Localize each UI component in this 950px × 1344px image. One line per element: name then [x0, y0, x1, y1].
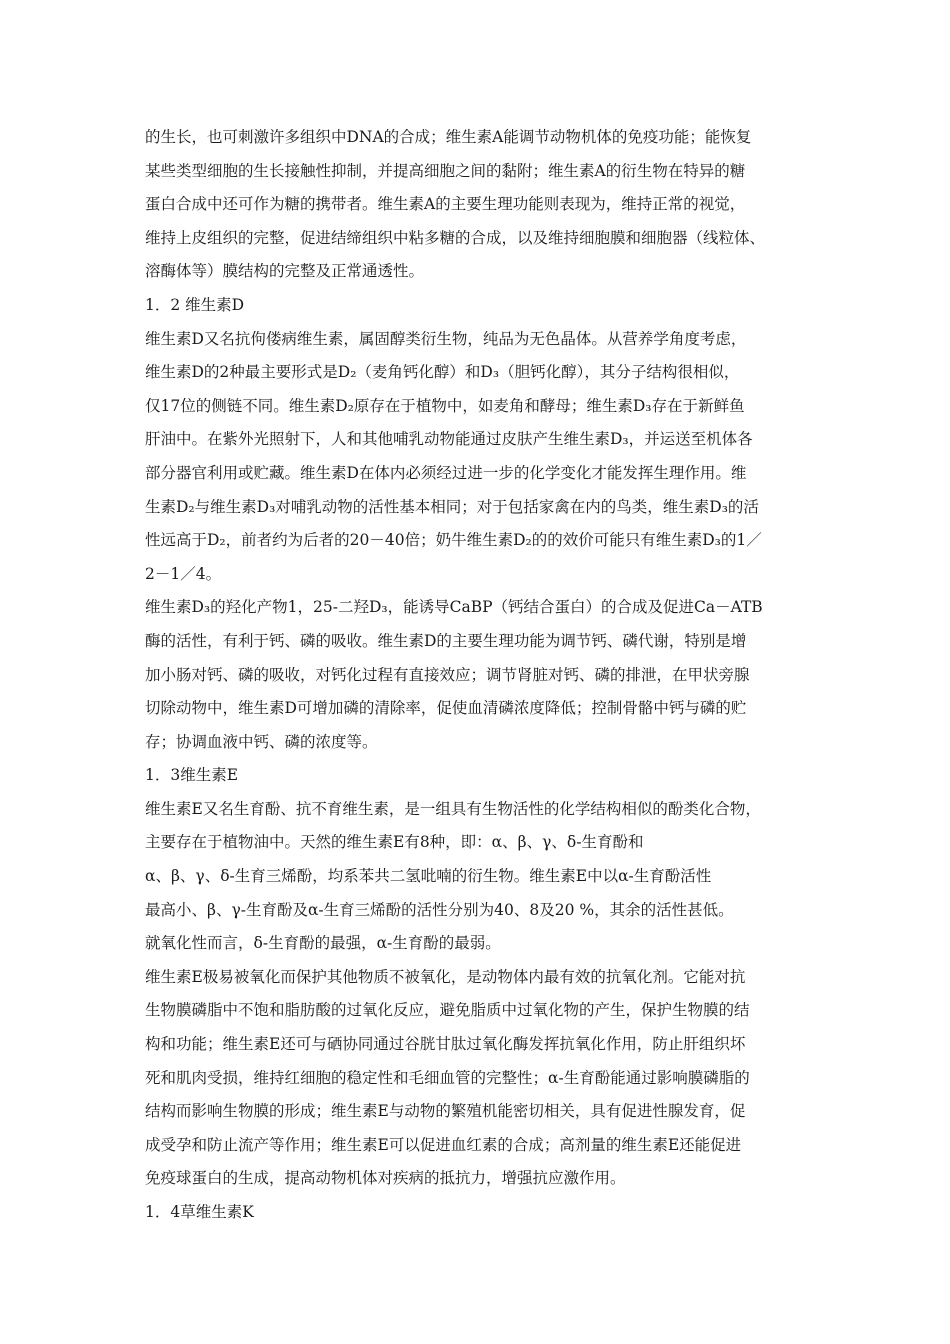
text-line: 的生长，也可刺激许多组织中DNA的合成；维生素A能调节动物机体的免疫功能；能恢复 — [145, 128, 752, 146]
text-line: 维生素D又名抗佝偻病维生素，属固醇类衍生物，纯品为无色晶体。从营养学角度考虑， — [145, 329, 747, 348]
text-line: 蛋白合成中还可作为糖的携带者。维生素A的主要生理功能则表现为，维持正常的视觉， — [145, 195, 746, 214]
text-line: 切除动物中，维生素D可增加磷的清除率，促使血清磷浓度降低；控制骨骼中钙与磷的贮 — [145, 699, 747, 718]
section-heading-vitamin-e: 1．3维生素E — [145, 766, 239, 785]
text-line: 维持上皮组织的完整，促进结缔组织中粘多糖的合成，以及维持细胞膜和细胞器（线粒体、 — [145, 228, 766, 247]
text-line: 加小肠对钙、磷的吸收，对钙化过程有直接效应；调节肾脏对钙、磷的排泄，在甲状旁腺 — [145, 665, 750, 684]
section-heading-vitamin-k: 1．4草维生素K — [145, 1203, 254, 1221]
text-line: 2－1／4。 — [145, 564, 222, 583]
text-line: 酶的活性，有利于钙、磷的吸收。维生素D的主要生理功能为调节钙、磷代谢，特别是增 — [145, 631, 747, 650]
text-line: 肝油中。在紫外光照射下，人和其他哺乳动物能通过皮肤产生维生素D₃，并运送至机体各 — [145, 430, 753, 449]
text-line: 死和肌肉受损，维持红细胞的稳定性和毛细血管的完整性；α-生育酚能通过影响膜磷脂的 — [145, 1068, 750, 1087]
text-line: 就氧化性而言，δ-生育酚的最强，α-生育酚的最弱。 — [145, 934, 501, 953]
document-body — [145, 121, 815, 1230]
text-line: 溶酶体等）膜结构的完整及正常通透性。 — [145, 262, 425, 281]
text-line: 存；协调血液中钙、磷的浓度等。 — [145, 732, 378, 751]
text-line: 维生素D的2种最主要形式是D₂（麦角钙化醇）和D₃（胆钙化醇），其分子结构很相似， — [145, 363, 740, 382]
text-line: 维生素E又名生育酚、抗不育维生素，是一组具有生物活性的化学结构相似的酚类化合物， — [145, 799, 761, 818]
text-line: 生物膜磷脂中不饱和脂肪酸的过氧化反应，避免脂质中过氧化物的产生，保护生物膜的结 — [145, 1001, 750, 1020]
text-line: 维生素E极易被氧化而保护其他物质不被氧化，是动物体内最有效的抗氧化剂。它能对抗 — [145, 967, 746, 986]
text-line: 部分器官利用或贮藏。维生素D在体内必须经过进一步的化学变化才能发挥生理作用。维 — [145, 463, 747, 482]
text-line: 最高小、β、γ-生育酚及α-生育三烯酚的活性分别为40、8及20 %，其余的活性甚低。 — [145, 900, 734, 919]
section-heading-vitamin-d: 1．2 维生素D — [145, 295, 245, 314]
text-line: 仅17位的侧链不同。维生素D₂原存在于植物中，如麦角和酵母；维生素D₃存在于新鲜鱼 — [145, 396, 745, 415]
text-line: 结构而影响生物膜的形成；维生素E与动物的繁殖机能密切相关，具有促进性腺发育，促 — [145, 1102, 746, 1121]
text-line: α、β、γ、δ-生育三烯酚，均系苯共二氢吡喃的衍生物。维生素E中以α-生育酚活性 — [145, 867, 712, 886]
text-line: 免疫球蛋白的生成，提高动物机体对疾病的抵抗力，增强抗应激作用。 — [145, 1169, 626, 1188]
text-line: 生素D₂与维生素D₃对哺乳动物的活性基本相同；对于包括家禽在内的鸟类，维生素D₃的活 — [145, 497, 759, 516]
text-line: 构和功能；维生素E还可与硒协同通过谷胱甘肽过氧化酶发挥抗氧化作用，防止肝组织坏 — [145, 1035, 746, 1054]
text-line: 某些类型细胞的生长接触性抑制，并提高细胞之间的黏附；维生素A的衍生物在特异的糖 — [145, 161, 746, 180]
text-line: 维生素D₃的羟化产物1，25-二羟D₃，能诱导CaBP（钙结合蛋白）的合成及促进Ca－ATB — [145, 598, 763, 617]
text-line: 主要存在于植物油中。天然的维生素E有8种，即：α、β、γ、δ-生育酚和 — [145, 833, 644, 852]
text-line: 成受孕和防止流产等作用；维生素E可以促进血红素的合成；高剂量的维生素E还能促进 — [145, 1135, 742, 1154]
text-line: 性远高于D₂，前者约为后者的20－40倍；奶牛维生素D₂的的效价可能只有维生素D₃的1／ — [145, 531, 762, 550]
